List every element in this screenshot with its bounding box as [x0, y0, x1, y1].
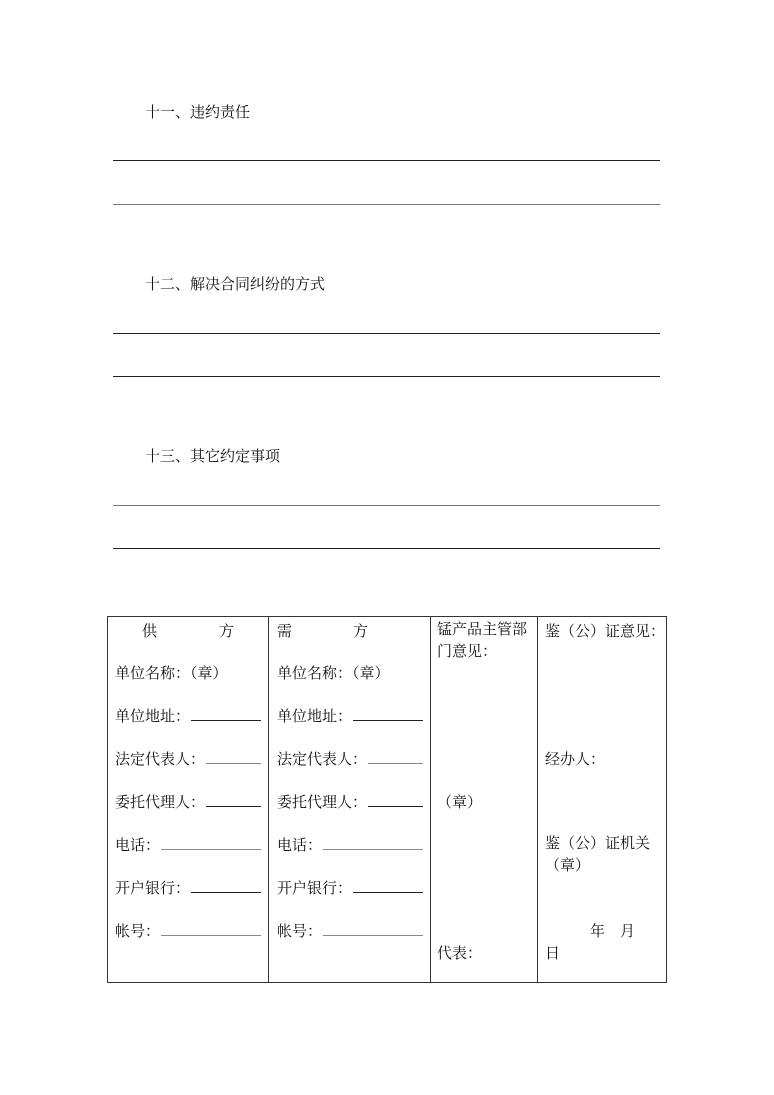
buyer-header-right: 方 [353, 622, 369, 640]
buyer-account-row [277, 920, 423, 941]
buyer-bank-label: 开户银行： [277, 879, 353, 897]
buyer-account-field[interactable] [323, 935, 423, 936]
buyer-address-field[interactable] [353, 720, 423, 721]
buyer-column [269, 617, 430, 982]
supplier-account-field[interactable] [161, 935, 261, 936]
notary-opinion-label: 鉴（公）证意见： [545, 622, 666, 640]
supplier-agent-field[interactable] [206, 806, 261, 807]
buyer-address-label: 单位地址： [277, 707, 353, 725]
notary-org-label: 鉴（公）证机关（章） [545, 834, 651, 874]
buyer-phone-row [277, 834, 423, 855]
supplier-address-row [115, 705, 261, 726]
notary-column [538, 617, 666, 982]
supplier-header-left: 供 [142, 622, 158, 640]
supplier-agent-row [115, 791, 261, 812]
authority-seal: （章） [437, 793, 483, 811]
buyer-phone-label: 电话： [277, 836, 323, 854]
authority-opinion-label: 锰产品主管部门意见： [437, 620, 528, 660]
notary-handler-label: 经办人： [545, 750, 606, 768]
buyer-agent-row [277, 791, 423, 812]
section-other-title: 十三、其它约定事项 [145, 447, 281, 465]
authority-column [431, 617, 537, 982]
dispute-line-1[interactable] [113, 333, 660, 334]
supplier-address-label: 单位地址： [115, 707, 191, 725]
supplier-header-right: 方 [219, 622, 235, 640]
notary-year-month: 年 月 [590, 922, 636, 940]
breach-line-2[interactable] [113, 204, 660, 205]
buyer-legal-rep-label: 法定代表人： [277, 750, 368, 768]
supplier-bank-label: 开户银行： [115, 879, 191, 897]
buyer-phone-field[interactable] [323, 849, 423, 850]
dispute-line-2[interactable] [113, 376, 660, 377]
supplier-legal-rep-label: 法定代表人： [115, 750, 206, 768]
supplier-bank-field[interactable] [191, 892, 261, 893]
other-line-1[interactable] [113, 505, 660, 506]
supplier-phone-row [115, 834, 261, 855]
supplier-agent-label: 委托代理人： [115, 793, 206, 811]
supplier-address-field[interactable] [191, 720, 261, 721]
section-dispute-title: 十二、解决合同纠纷的方式 [145, 275, 326, 293]
buyer-legal-rep-field[interactable] [368, 763, 423, 764]
supplier-column [108, 617, 268, 982]
buyer-name-label: 单位名称：（章） [277, 664, 390, 682]
breach-line-1[interactable] [113, 160, 660, 161]
buyer-header-left: 需 [277, 622, 293, 640]
supplier-phone-field[interactable] [161, 849, 261, 850]
supplier-legal-rep-row [115, 748, 261, 769]
signature-table [107, 616, 667, 983]
buyer-legal-rep-row [277, 748, 423, 769]
buyer-bank-row [277, 877, 423, 898]
notary-day: 日 [545, 944, 561, 962]
supplier-account-row [115, 920, 261, 941]
supplier-bank-row [115, 877, 261, 898]
supplier-phone-label: 电话： [115, 836, 161, 854]
buyer-agent-field[interactable] [368, 806, 423, 807]
other-line-2[interactable] [113, 548, 660, 549]
supplier-legal-rep-field[interactable] [206, 763, 261, 764]
section-breach-title: 十一、违约责任 [145, 103, 251, 121]
supplier-name-label: 单位名称：（章） [115, 664, 228, 682]
authority-rep-label: 代表： [437, 944, 483, 962]
buyer-address-row [277, 705, 423, 726]
buyer-agent-label: 委托代理人： [277, 793, 368, 811]
buyer-bank-field[interactable] [353, 892, 423, 893]
buyer-account-label: 帐号： [277, 922, 323, 940]
supplier-account-label: 帐号： [115, 922, 161, 940]
